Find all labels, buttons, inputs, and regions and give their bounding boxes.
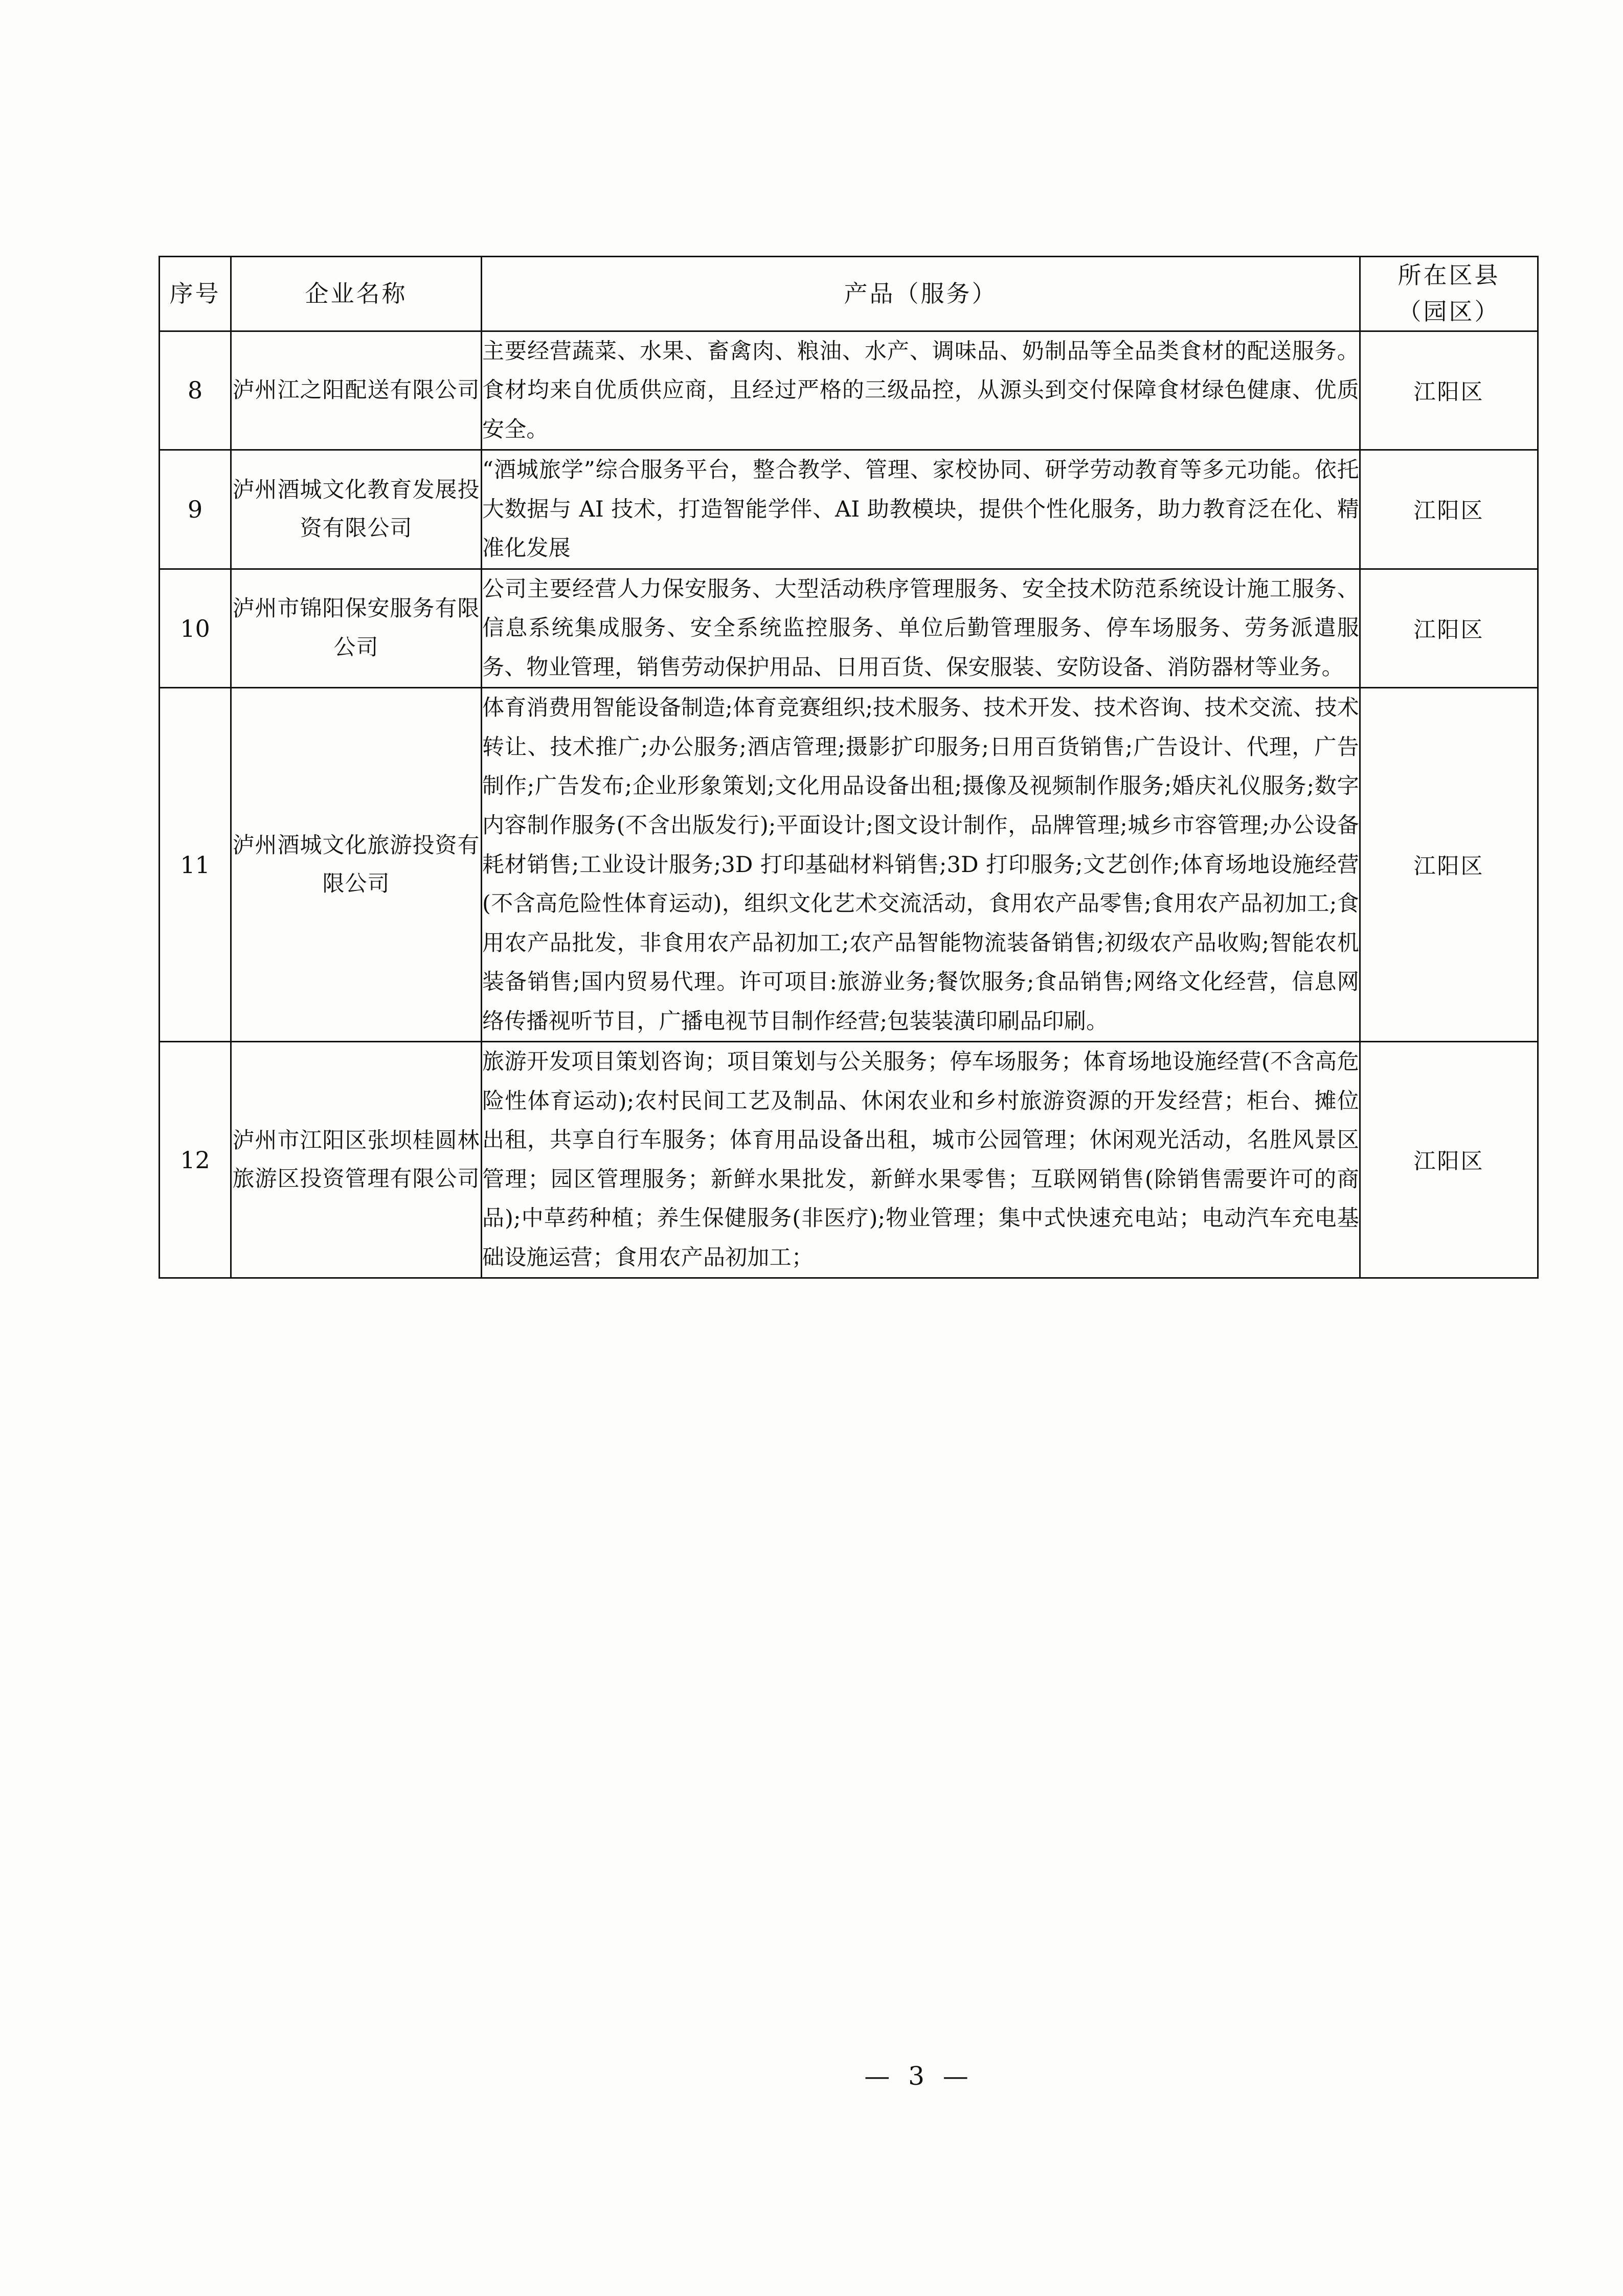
- enterprise-table: [159, 256, 1539, 1279]
- header-area: [1360, 257, 1538, 331]
- row-area: 江阳区: [1360, 688, 1538, 1042]
- row-area: 江阳区: [1360, 569, 1538, 688]
- row-index: 8: [160, 331, 231, 450]
- page-number: — 3 —: [864, 2061, 974, 2091]
- header-area-line1: 所在区县: [1397, 261, 1500, 289]
- page-footer: [0, 2061, 1623, 2091]
- row-enterprise: 泸州江之阳配送有限公司: [231, 331, 482, 450]
- table-row: [160, 331, 1538, 450]
- row-product: “酒城旅学”综合服务平台，整合教学、管理、家校协同、研学劳动教育等多元功能。依托大数据与 AI 技术，打造智能学伴、AI 助教模块，提供个性化服务，助力教育泛在化、精准化发展: [482, 450, 1360, 569]
- row-area: 江阳区: [1360, 331, 1538, 450]
- row-product: 公司主要经营人力保安服务、大型活动秩序管理服务、安全技术防范系统设计施工服务、信息系统集成服务、安全系统监控服务、单位后勤管理服务、停车场服务、劳务派遣服务、物业管理，销售劳动保护用品、日用百货、保安服装、安防设备、消防器材等业务。: [482, 569, 1360, 688]
- row-index: 10: [160, 569, 231, 688]
- row-enterprise: 泸州酒城文化教育发展投资有限公司: [231, 450, 482, 569]
- row-product: 体育消费用智能设备制造;体育竞赛组织;技术服务、技术开发、技术咨询、技术交流、技术转让、技术推广;办公服务;酒店管理;摄影扩印服务;日用百货销售;广告设计、代理，广告制作;广告发布;企业形象策划;文化用品设备出租;摄像及视频制作服务;婚庆礼仪服务;数字内容制作服务(不含出版发行);平面设计;图文设计制作，品牌管理;城乡市容管理;办公设备耗材销售;工业设计服务;3D 打印基础材料销售;3D 打印服务;文艺创作;体育场地设施经营(不含高危险性体育运动)，组织文化艺术交流活动，食用农产品零售;食用农产品初加工;食用农产品批发，非食用农产品初加工;农产品智能物流装备销售;初级农产品收购;智能农机装备销售;国内贸易代理。许可项目:旅游业务;餐饮服务;食品销售;网络文化经营，信息网络传播视听节目，广播电视节目制作经营;包装装潢印刷品印刷。: [482, 688, 1360, 1042]
- row-product: 旅游开发项目策划咨询；项目策划与公关服务；停车场服务；体育场地设施经营(不含高危险性体育运动);农村民间工艺及制品、休闲农业和乡村旅游资源的开发经营；柜台、摊位出租，共享自行车服务；体育用品设备出租，城市公园管理；休闲观光活动，名胜风景区管理；园区管理服务；新鲜水果批发，新鲜水果零售；互联网销售(除销售需要许可的商品);中草药种植；养生保健服务(非医疗);物业管理；集中式快速充电站；电动汽车充电基础设施运营；食用农产品初加工；: [482, 1042, 1360, 1278]
- row-product: 主要经营蔬菜、水果、畜禽肉、粮油、水产、调味品、奶制品等全品类食材的配送服务。食材均来自优质供应商，且经过严格的三级品控，从源头到交付保障食材绿色健康、优质安全。: [482, 331, 1360, 450]
- header-product: 产品（服务）: [482, 257, 1360, 331]
- row-area: 江阳区: [1360, 1042, 1538, 1278]
- table-row: [160, 1042, 1538, 1278]
- row-enterprise: 泸州酒城文化旅游投资有限公司: [231, 688, 482, 1042]
- header-area-line2: （园区）: [1397, 298, 1500, 326]
- table-row: [160, 688, 1538, 1042]
- header-enterprise: 企业名称: [231, 257, 482, 331]
- row-enterprise: 泸州市锦阳保安服务有限公司: [231, 569, 482, 688]
- row-index: 9: [160, 450, 231, 569]
- table-row: [160, 569, 1538, 688]
- header-index: 序号: [160, 257, 231, 331]
- row-index: 11: [160, 688, 231, 1042]
- table-row: [160, 450, 1538, 569]
- row-enterprise: 泸州市江阳区张坝桂圆林旅游区投资管理有限公司: [231, 1042, 482, 1278]
- row-index: 12: [160, 1042, 231, 1278]
- row-area: 江阳区: [1360, 450, 1538, 569]
- table-header-row: [160, 257, 1538, 331]
